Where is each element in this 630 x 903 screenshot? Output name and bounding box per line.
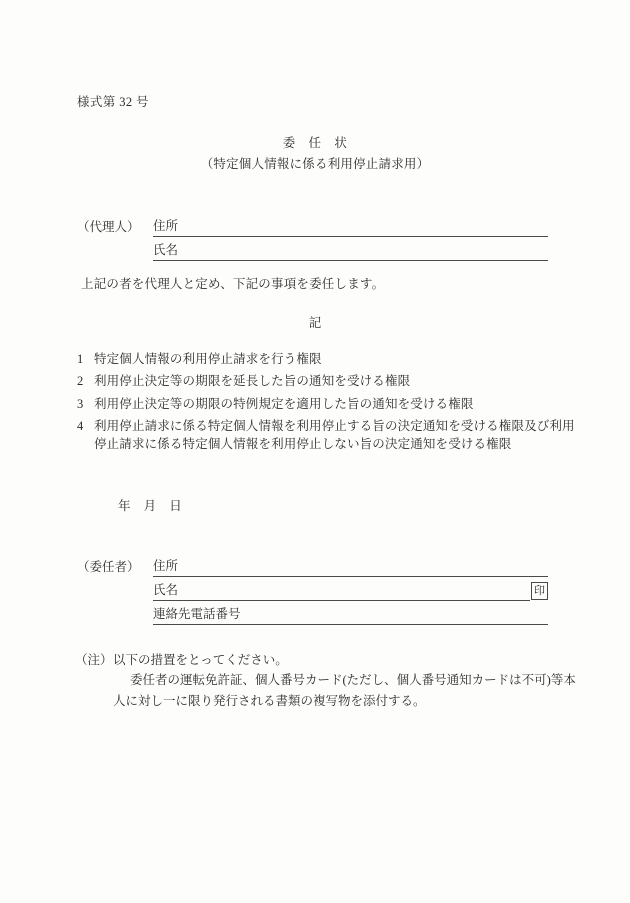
agent-name-label: 氏名 bbox=[153, 240, 178, 261]
ki-marker: 記 bbox=[308, 316, 322, 330]
clause-number: 2 bbox=[77, 374, 84, 389]
seal-stamp-box[interactable]: 印 bbox=[531, 582, 548, 600]
delegation-statement: 上記の者を代理人と定め、下記の事項を委任します。 bbox=[81, 277, 385, 291]
clause-text-continuation: 停止請求に係る特定個人情報を利用停止しない旨の決定通知を受ける権限 bbox=[94, 436, 512, 451]
delegator-spacer bbox=[77, 599, 153, 601]
agent-name-row bbox=[77, 237, 548, 261]
clause-number: 1 bbox=[77, 352, 84, 366]
delegator-address-input[interactable] bbox=[178, 553, 548, 577]
clause-text-wrapper bbox=[94, 418, 577, 454]
form-number: 様式第 32 号 bbox=[77, 95, 149, 109]
agent-section-label: （代理人） bbox=[77, 220, 140, 234]
clause-item bbox=[77, 396, 577, 414]
clause-list bbox=[77, 351, 577, 458]
delegator-name-input[interactable] bbox=[178, 577, 530, 601]
agent-address-label: 住所 bbox=[153, 216, 178, 237]
date-field[interactable]: 年 月 日 bbox=[118, 499, 183, 513]
clause-text: 利用停止決定等の期限を延長した旨の通知を受ける権限 bbox=[94, 374, 411, 389]
agent-section bbox=[77, 213, 548, 261]
document-title: 委 任 状 bbox=[282, 136, 348, 150]
delegator-spacer bbox=[77, 623, 153, 625]
notes-heading: 以下の措置をとってください。 bbox=[113, 653, 288, 667]
delegator-phone-input[interactable] bbox=[241, 601, 548, 625]
clause-text: 特定個人情報の利用停止請求を行う権限 bbox=[94, 352, 322, 366]
delegator-name-row bbox=[77, 577, 548, 601]
clause-text: 利用停止請求に係る特定個人情報を利用停止する旨の決定通知を受ける権限及び利用 bbox=[94, 418, 575, 433]
agent-address-row bbox=[77, 213, 548, 237]
clause-text: 利用停止決定等の期限の特例規定を適用した旨の通知を受ける権限 bbox=[94, 396, 474, 411]
notes-marker: （注） bbox=[75, 653, 113, 667]
clause-item bbox=[77, 373, 577, 391]
notes-body-line-2: 人に対し一に限り発行される書類の複写物を添付する。 bbox=[113, 693, 426, 708]
delegator-phone-row bbox=[77, 601, 548, 625]
delegator-phone-label: 連絡先電話番号 bbox=[153, 604, 241, 625]
clause-number: 3 bbox=[77, 396, 84, 411]
delegator-section bbox=[77, 553, 548, 625]
agent-name-input[interactable] bbox=[178, 237, 548, 261]
document-subtitle: （特定個人情報に係る利用停止請求用） bbox=[200, 157, 430, 171]
clause-item bbox=[77, 418, 577, 454]
delegator-section-label: （委任者） bbox=[77, 560, 140, 574]
notes-section bbox=[75, 650, 595, 711]
clause-number: 4 bbox=[77, 418, 84, 433]
notes-body-line-1: 委任者の運転免許証、個人番号カード(ただし、個人番号通知カードは不可)等本 bbox=[130, 673, 576, 688]
delegator-address-label: 住所 bbox=[153, 556, 178, 577]
notes-body bbox=[113, 670, 595, 711]
delegator-name-label: 氏名 bbox=[153, 580, 178, 601]
agent-address-input[interactable] bbox=[178, 213, 548, 237]
delegator-address-row bbox=[77, 553, 548, 577]
clause-item bbox=[77, 351, 577, 369]
agent-spacer bbox=[77, 259, 153, 261]
notes-heading-row bbox=[75, 650, 595, 670]
